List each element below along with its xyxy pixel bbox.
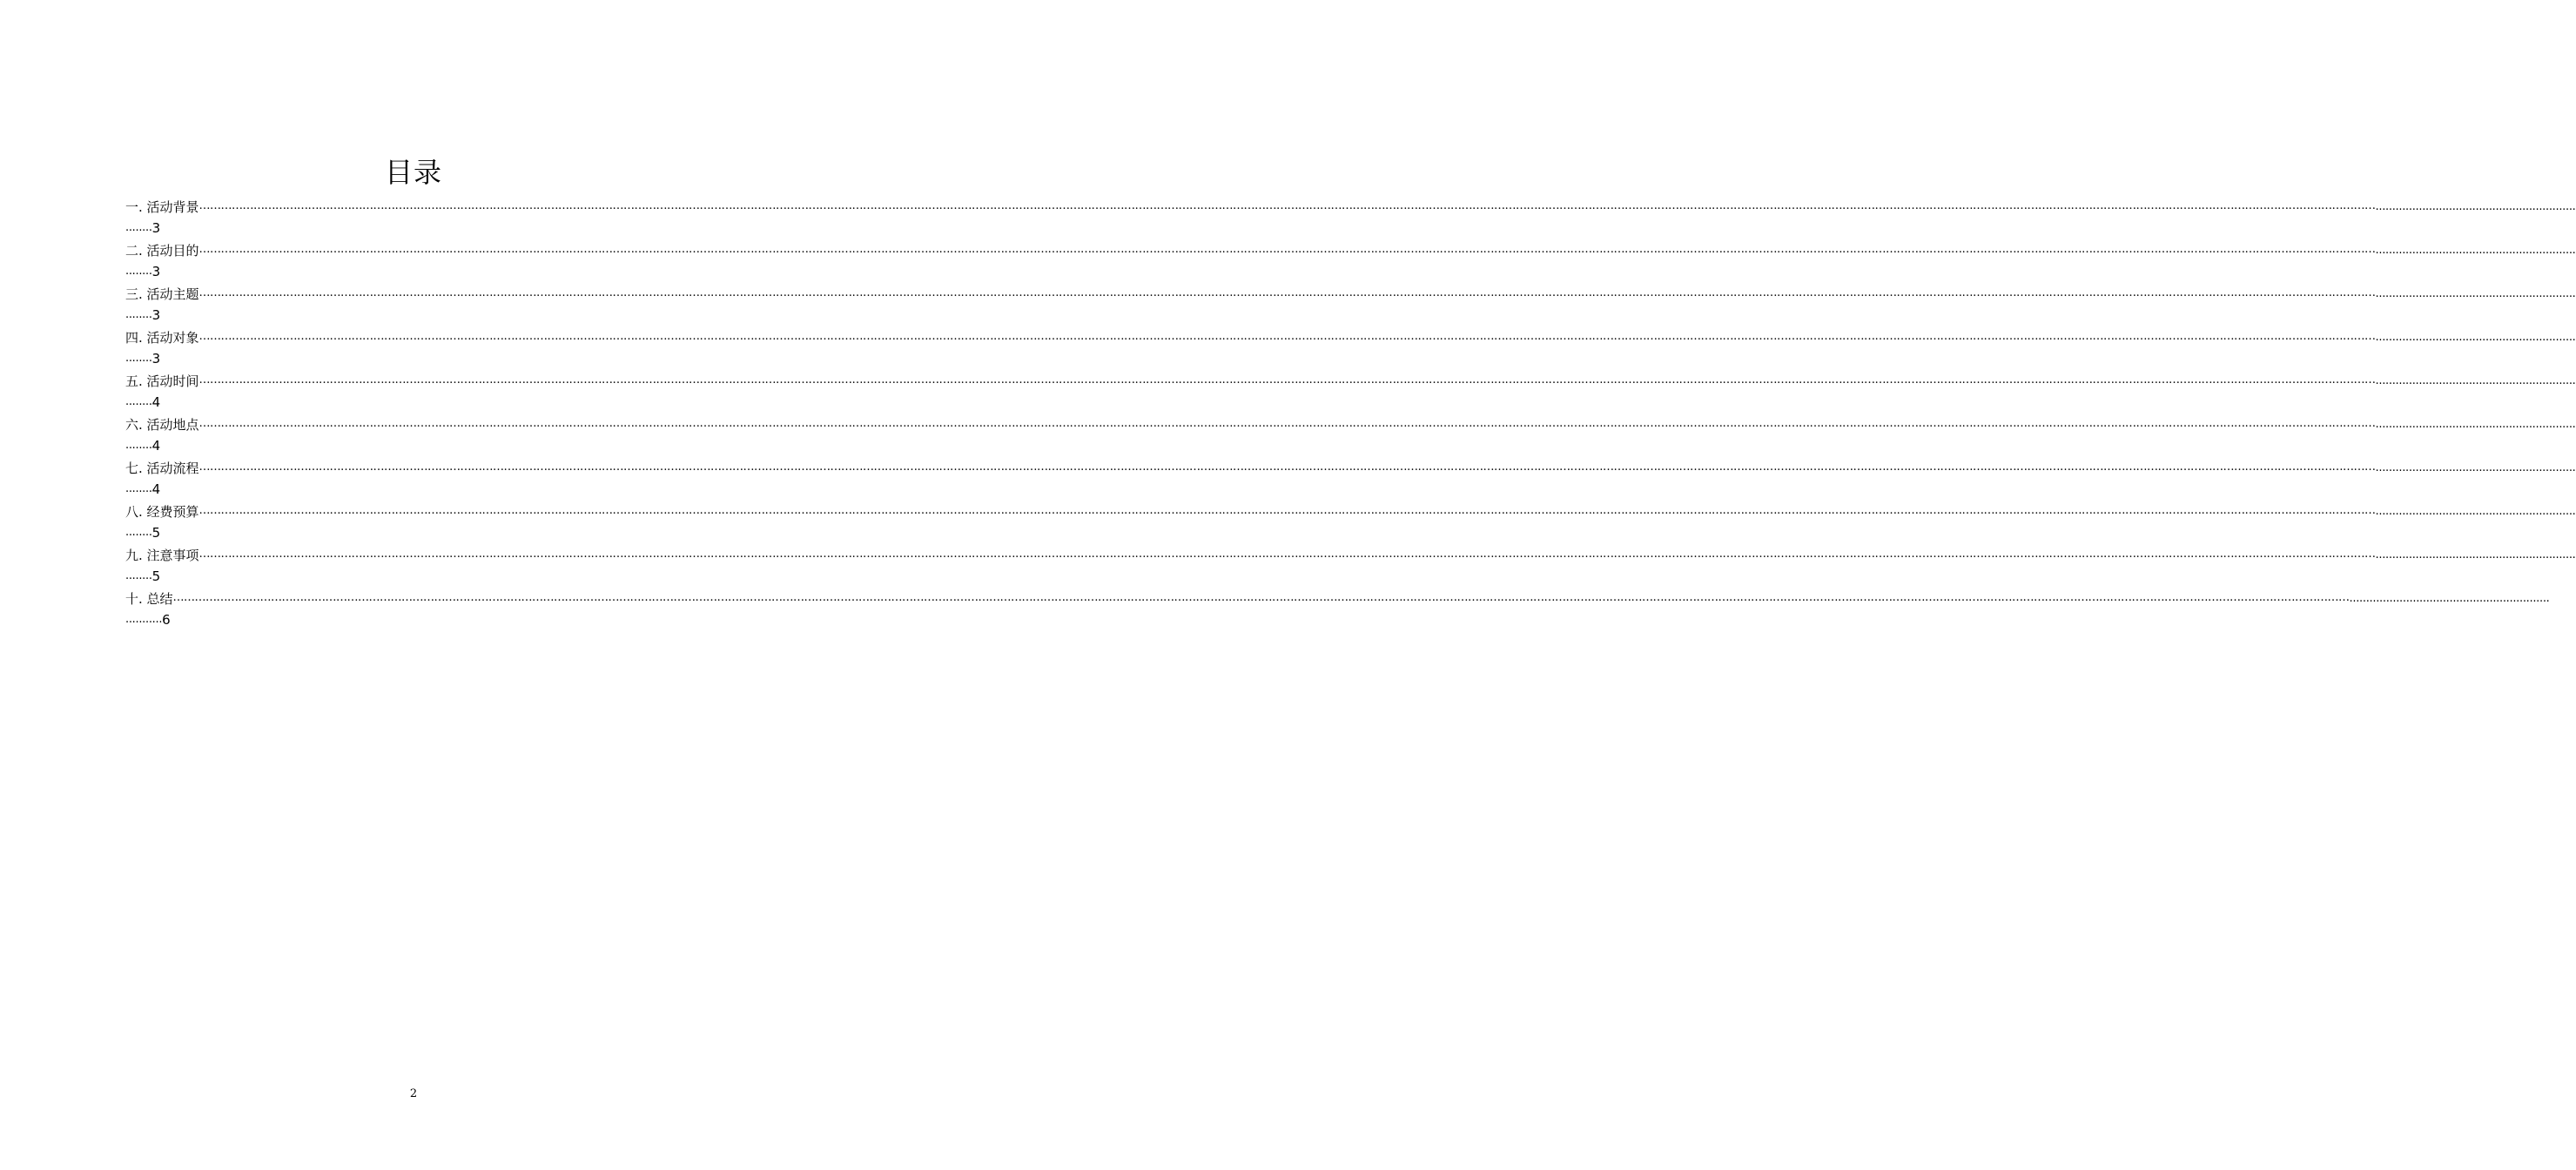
toc-entry-label: 十. 总结 [125,591,173,607]
toc-leader-dots: ........ [125,308,152,321]
toc-entry-page: 3 [151,351,161,366]
toc-leader-dots: ........ [125,221,152,234]
toc-leader-dots: …………………………………………………………………………………………………………………………………………………………………………………………………………………………………………………………………………………………………………………………………………………………………………………………………………………………………………………………………………………………………………………………………………………… [198,199,2376,212]
toc-entry-page: 4 [151,438,161,454]
toc-entry[interactable] [125,545,2576,588]
toc-entry-label: 四. 活动对象 [125,330,199,346]
toc-entry-page: 3 [151,220,161,236]
toc-leader-dots: ............................................................ [2375,374,2576,387]
toc-leader-dots: ............................................................ [2375,418,2576,431]
toc-entry[interactable] [125,327,2576,371]
toc-entry[interactable] [125,588,2550,632]
toc-leader-dots: ........ [125,265,152,278]
table-of-contents [125,197,2576,632]
toc-entry-page: 4 [151,481,161,497]
toc-entry-page: 5 [151,525,161,541]
toc-entry[interactable] [125,197,2576,240]
toc-entry[interactable] [125,458,2576,501]
toc-entry-label: 三. 活动主题 [125,286,199,302]
toc-leader-dots: ............................................................ [2375,548,2576,561]
toc-entry[interactable] [125,414,2576,458]
toc-leader-dots: …………………………………………………………………………………………………………………………………………………………………………………………………………………………………………………………………………………………………………………………………………………………………………………………………………………………………………………………………………………………………………………………………………………… [198,373,2376,387]
toc-leader-dots: ............................................................ [2375,331,2576,344]
toc-entry-page: 4 [151,394,161,410]
toc-leader-dots: ............................................................ [2375,244,2576,257]
toc-entry-label: 八. 经费预算 [125,504,199,520]
toc-leader-dots: ........... [125,613,163,626]
toc-leader-dots: …………………………………………………………………………………………………………………………………………………………………………………………………………………………………………………………………………………………………………………………………………………………………………………………………………………………………………………………………………………………………………………………………………………… [198,417,2376,430]
toc-leader-dots: ............................................................ [2349,592,2550,605]
toc-leader-dots: ........ [125,395,152,408]
toc-leader-dots: ........ [125,569,152,582]
toc-leader-dots: ............................................................ [2375,461,2576,474]
toc-leader-dots: …………………………………………………………………………………………………………………………………………………………………………………………………………………………………………………………………………………………………………………………………………………………………………………………………………………………………………………………………………………………………………………………………………………… [198,504,2376,517]
toc-leader-dots: …………………………………………………………………………………………………………………………………………………………………………………………………………………………………………………………………………………………………………………………………………………………………………………………………………………………………………………………………………………………………………………………………………………… [198,243,2376,256]
toc-leader-dots: ............................................................ [2375,505,2576,518]
toc-entry[interactable] [125,284,2576,327]
toc-entry[interactable] [125,371,2576,414]
toc-entry-label: 一. 活动背景 [125,199,199,215]
toc-leader-dots: ........ [125,482,152,495]
toc-leader-dots: ........ [125,526,152,539]
toc-entry[interactable] [125,501,2576,545]
page-number: 2 [409,1087,418,1100]
toc-entry-page: 5 [151,568,161,584]
toc-entry-page: 3 [151,307,161,323]
toc-leader-dots: …………………………………………………………………………………………………………………………………………………………………………………………………………………………………………………………………………………………………………………………………………………………………………………………………………………………………………………………………………………………………………………………………………………… [198,461,2376,474]
toc-leader-dots: …………………………………………………………………………………………………………………………………………………………………………………………………………………………………………………………………………………………………………………………………………………………………………………………………………………………………………………………………………………………………………………………………………………… [172,591,2350,604]
toc-leader-dots: ............................................................ [2375,200,2576,213]
toc-leader-dots: …………………………………………………………………………………………………………………………………………………………………………………………………………………………………………………………………………………………………………………………………………………………………………………………………………………………………………………………………………………………………………………………………………………… [198,286,2376,299]
toc-entry-label: 七. 活动流程 [125,461,199,476]
toc-entry-label: 六. 活动地点 [125,417,199,433]
toc-leader-dots: ........ [125,352,152,365]
toc-entry-label: 二. 活动目的 [125,243,199,259]
toc-entry-page: 6 [162,612,171,628]
toc-leader-dots: …………………………………………………………………………………………………………………………………………………………………………………………………………………………………………………………………………………………………………………………………………………………………………………………………………………………………………………………………………………………………………………………………………………… [198,548,2376,561]
toc-title: 目录 [384,156,442,189]
toc-entry-label: 五. 活动时间 [125,373,199,389]
toc-entry-label: 九. 注意事项 [125,548,199,563]
toc-leader-dots: ............................................................ [2375,287,2576,300]
toc-leader-dots: …………………………………………………………………………………………………………………………………………………………………………………………………………………………………………………………………………………………………………………………………………………………………………………………………………………………………………………………………………………………………………………………………………………… [198,330,2376,343]
toc-entry[interactable] [125,240,2576,284]
toc-leader-dots: ........ [125,439,152,452]
toc-entry-page: 3 [151,264,161,279]
